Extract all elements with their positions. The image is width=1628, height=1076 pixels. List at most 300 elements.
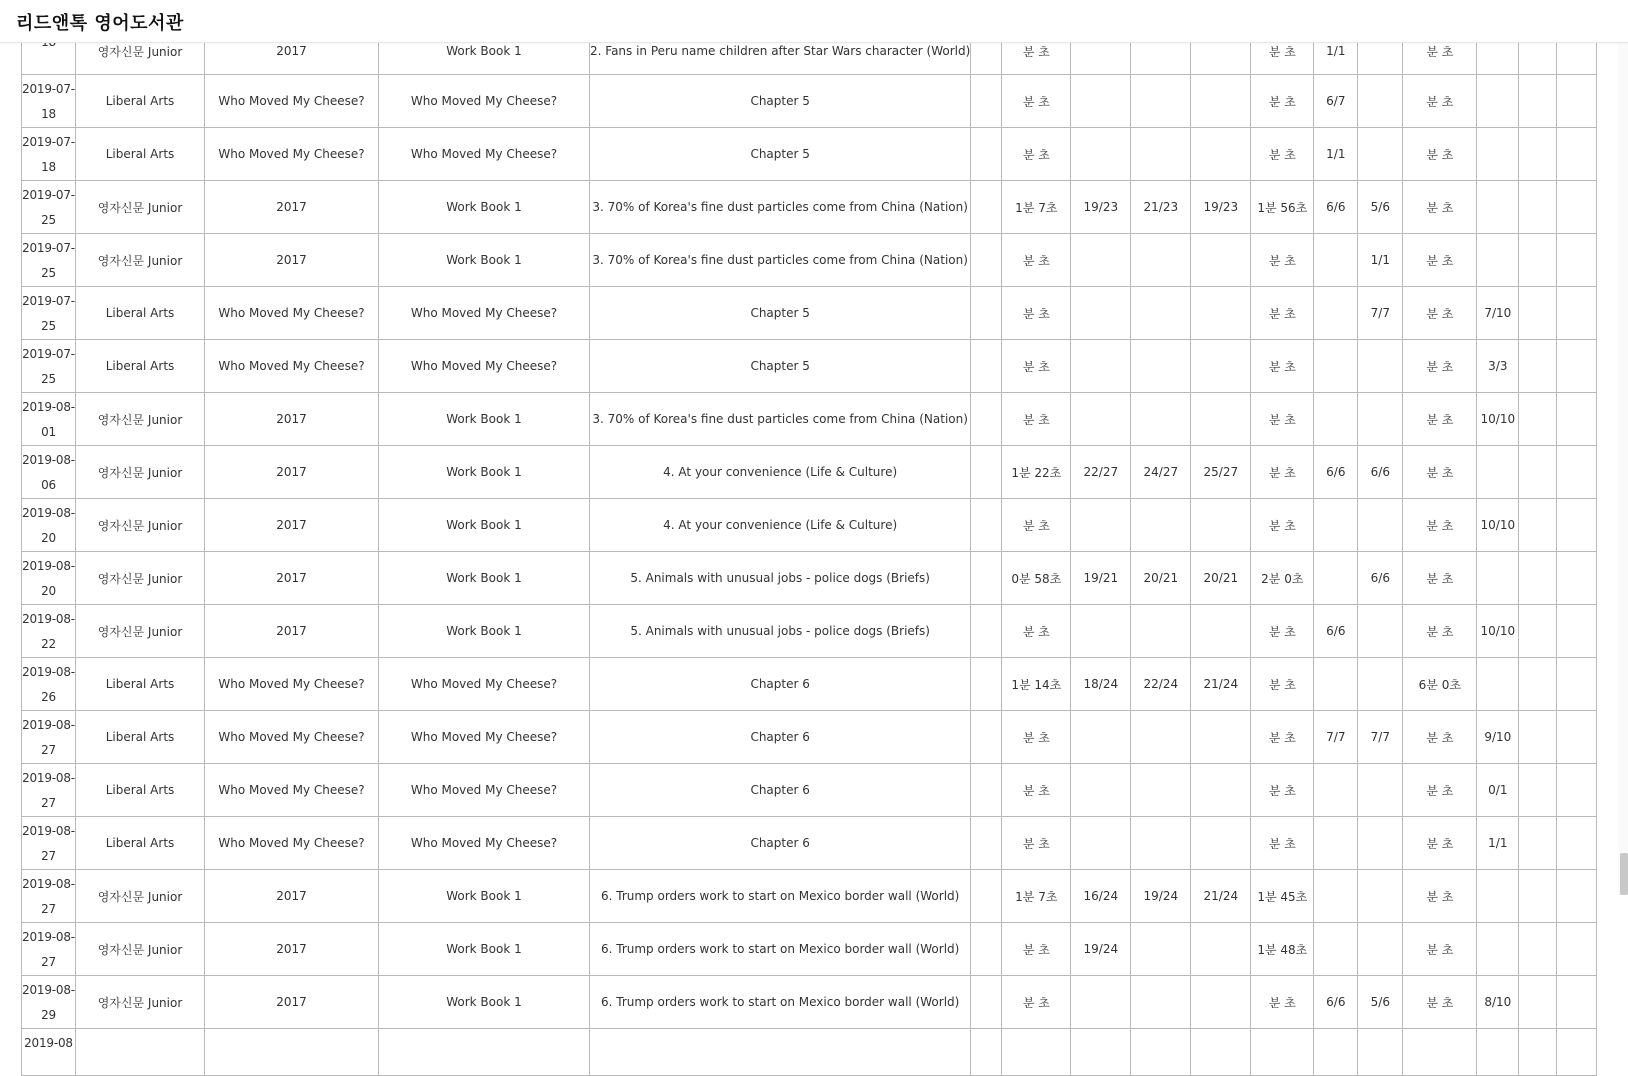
table-row <box>22 658 1597 711</box>
cell-time-2: 분 초 <box>1251 75 1314 128</box>
cell-empty <box>1557 711 1597 764</box>
cell-chapter: 3. 70% of Korea's fine dust particles come from China (Nation) <box>590 234 971 287</box>
cell-final-score: 10/10 <box>1477 499 1519 552</box>
cell-chapter: Chapter 5 <box>590 287 971 340</box>
cell-time-3: 분 초 <box>1403 234 1477 287</box>
cell-empty <box>1557 128 1597 181</box>
cell-reading-time: 분 초 <box>1002 605 1071 658</box>
cell-series: 2017 <box>205 870 379 923</box>
cell-book: Work Book 1 <box>379 870 590 923</box>
cell-quiz-1 <box>1314 923 1358 976</box>
cell-time-2: 1분 48초 <box>1251 923 1314 976</box>
table-row <box>22 711 1597 764</box>
cell-time-3: 분 초 <box>1403 605 1477 658</box>
cell-score-3 <box>1191 605 1251 658</box>
cell-empty <box>971 181 1002 234</box>
table-row <box>22 1029 1597 1076</box>
cell-empty <box>1519 499 1557 552</box>
cell-chapter: 6. Trump orders work to start on Mexico border wall (World) <box>590 870 971 923</box>
cell-score-3 <box>1191 1029 1251 1076</box>
cell-time-2: 2분 0초 <box>1251 552 1314 605</box>
cell-reading-time: 1분 22초 <box>1002 446 1071 499</box>
cell-quiz-1: 6/7 <box>1314 75 1358 128</box>
cell-empty <box>971 75 1002 128</box>
cell-time-3: 분 초 <box>1403 711 1477 764</box>
cell-chapter: 4. At your convenience (Life & Culture) <box>590 499 971 552</box>
cell-series: 2017 <box>205 393 379 446</box>
cell-book: Who Moved My Cheese? <box>379 817 590 870</box>
cell-time-3: 분 초 <box>1403 75 1477 128</box>
cell-time-2: 분 초 <box>1251 393 1314 446</box>
table-row <box>22 605 1597 658</box>
cell-quiz-2 <box>1358 605 1403 658</box>
cell-score-3: 21/24 <box>1191 870 1251 923</box>
cell-date: 2019-08-06 <box>22 446 76 499</box>
cell-series: Who Moved My Cheese? <box>205 711 379 764</box>
cell-quiz-2: 5/6 <box>1358 181 1403 234</box>
cell-quiz-1 <box>1314 499 1358 552</box>
cell-score-2 <box>1131 499 1191 552</box>
cell-series: Who Moved My Cheese? <box>205 817 379 870</box>
cell-empty <box>971 340 1002 393</box>
cell-empty <box>971 605 1002 658</box>
cell-empty <box>1519 75 1557 128</box>
table-row <box>22 923 1597 976</box>
cell-score-1 <box>1071 393 1131 446</box>
cell-time-3: 분 초 <box>1403 870 1477 923</box>
cell-empty <box>1519 552 1557 605</box>
cell-category: Liberal Arts <box>76 658 205 711</box>
cell-date: 2019-08-27 <box>22 870 76 923</box>
cell-quiz-1 <box>1314 1029 1358 1076</box>
cell-score-3 <box>1191 128 1251 181</box>
cell-book: Who Moved My Cheese? <box>379 711 590 764</box>
cell-series: 2017 <box>205 552 379 605</box>
cell-score-3 <box>1191 75 1251 128</box>
cell-chapter: 5. Animals with unusual jobs - police dogs (Briefs) <box>590 605 971 658</box>
cell-series: 2017 <box>205 28 379 75</box>
cell-empty <box>1557 605 1597 658</box>
cell-final-score <box>1477 75 1519 128</box>
cell-time-3: 분 초 <box>1403 923 1477 976</box>
cell-score-3: 25/27 <box>1191 446 1251 499</box>
cell-time-2 <box>1251 1029 1314 1076</box>
vertical-scrollbar[interactable] <box>1618 42 1628 895</box>
cell-quiz-2: 7/7 <box>1358 287 1403 340</box>
cell-date: 2019-08-27 <box>22 764 76 817</box>
reading-records-table <box>21 27 1597 1076</box>
cell-reading-time: 분 초 <box>1002 817 1071 870</box>
cell-final-score <box>1477 181 1519 234</box>
cell-empty <box>971 128 1002 181</box>
cell-empty <box>971 870 1002 923</box>
cell-empty <box>1519 764 1557 817</box>
cell-empty <box>971 711 1002 764</box>
cell-category: Liberal Arts <box>76 287 205 340</box>
cell-empty <box>1557 923 1597 976</box>
cell-final-score <box>1477 923 1519 976</box>
table-row <box>22 234 1597 287</box>
cell-score-2 <box>1131 234 1191 287</box>
cell-score-3 <box>1191 393 1251 446</box>
cell-date: 2019-07-25 <box>22 234 76 287</box>
cell-reading-time: 분 초 <box>1002 923 1071 976</box>
cell-quiz-2 <box>1358 340 1403 393</box>
cell-quiz-2 <box>1358 817 1403 870</box>
cell-time-2: 1분 56초 <box>1251 181 1314 234</box>
cell-reading-time: 1분 7초 <box>1002 181 1071 234</box>
cell-quiz-1 <box>1314 870 1358 923</box>
cell-reading-time: 1분 7초 <box>1002 870 1071 923</box>
cell-series: Who Moved My Cheese? <box>205 75 379 128</box>
cell-score-2 <box>1131 75 1191 128</box>
cell-category: Liberal Arts <box>76 711 205 764</box>
cell-time-2: 분 초 <box>1251 658 1314 711</box>
cell-category: Liberal Arts <box>76 340 205 393</box>
cell-time-3: 분 초 <box>1403 764 1477 817</box>
cell-empty <box>1519 446 1557 499</box>
cell-chapter: 6. Trump orders work to start on Mexico border wall (World) <box>590 923 971 976</box>
cell-quiz-1: 1/1 <box>1314 128 1358 181</box>
cell-book: Who Moved My Cheese? <box>379 658 590 711</box>
cell-category: 영자신문 Junior <box>76 446 205 499</box>
cell-quiz-2: 5/6 <box>1358 976 1403 1029</box>
cell-category: 영자신문 Junior <box>76 181 205 234</box>
cell-final-score <box>1477 658 1519 711</box>
cell-score-2: 21/23 <box>1131 181 1191 234</box>
cell-chapter: 3. 70% of Korea's fine dust particles come from China (Nation) <box>590 393 971 446</box>
cell-empty <box>1557 340 1597 393</box>
cell-final-score: 8/10 <box>1477 976 1519 1029</box>
cell-date: 2019-07-25 <box>22 181 76 234</box>
cell-quiz-2 <box>1358 923 1403 976</box>
cell-score-2 <box>1131 128 1191 181</box>
cell-book: Work Book 1 <box>379 446 590 499</box>
cell-time-2: 분 초 <box>1251 499 1314 552</box>
cell-chapter: 5. Animals with unusual jobs - police dogs (Briefs) <box>590 552 971 605</box>
cell-quiz-2 <box>1358 658 1403 711</box>
cell-series: 2017 <box>205 234 379 287</box>
cell-book: Who Moved My Cheese? <box>379 340 590 393</box>
cell-score-1: 16/24 <box>1071 870 1131 923</box>
cell-score-3: 19/23 <box>1191 181 1251 234</box>
cell-date: 2019-07-25 <box>22 287 76 340</box>
cell-score-1 <box>1071 234 1131 287</box>
cell-reading-time <box>1002 1029 1071 1076</box>
cell-date: 2019-08-20 <box>22 552 76 605</box>
table-row <box>22 181 1597 234</box>
cell-score-2 <box>1131 817 1191 870</box>
cell-empty <box>1519 234 1557 287</box>
cell-score-3: 21/24 <box>1191 658 1251 711</box>
cell-final-score <box>1477 234 1519 287</box>
cell-score-1 <box>1071 605 1131 658</box>
cell-quiz-2 <box>1358 393 1403 446</box>
cell-score-3 <box>1191 499 1251 552</box>
cell-score-2 <box>1131 605 1191 658</box>
cell-final-score <box>1477 128 1519 181</box>
table-row <box>22 393 1597 446</box>
cell-category: 영자신문 Junior <box>76 393 205 446</box>
cell-score-2 <box>1131 340 1191 393</box>
cell-time-2: 1분 45초 <box>1251 870 1314 923</box>
cell-score-3 <box>1191 764 1251 817</box>
cell-quiz-1: 7/7 <box>1314 711 1358 764</box>
cell-score-2: 20/21 <box>1131 552 1191 605</box>
cell-time-2: 분 초 <box>1251 128 1314 181</box>
cell-empty <box>971 499 1002 552</box>
cell-time-3: 분 초 <box>1403 976 1477 1029</box>
cell-category: 영자신문 Junior <box>76 28 205 75</box>
cell-book: Work Book 1 <box>379 499 590 552</box>
cell-score-2 <box>1131 976 1191 1029</box>
cell-category: 영자신문 Junior <box>76 976 205 1029</box>
cell-series: Who Moved My Cheese? <box>205 764 379 817</box>
cell-empty <box>1519 128 1557 181</box>
cell-time-2: 분 초 <box>1251 234 1314 287</box>
cell-category: 영자신문 Junior <box>76 870 205 923</box>
cell-empty <box>971 446 1002 499</box>
cell-time-2: 분 초 <box>1251 287 1314 340</box>
cell-date: 2019-08-01 <box>22 393 76 446</box>
cell-date: 2019-08-27 <box>22 817 76 870</box>
cell-time-2: 분 초 <box>1251 446 1314 499</box>
cell-date: 2019-07-18 <box>22 75 76 128</box>
cell-score-2: 19/24 <box>1131 870 1191 923</box>
cell-score-1 <box>1071 499 1131 552</box>
cell-reading-time: 분 초 <box>1002 234 1071 287</box>
cell-book: Work Book 1 <box>379 393 590 446</box>
cell-reading-time: 분 초 <box>1002 340 1071 393</box>
app-title: 리드앤톡 영어도서관 <box>16 13 184 34</box>
cell-quiz-2: 6/6 <box>1358 446 1403 499</box>
cell-series: 2017 <box>205 605 379 658</box>
cell-date: 2019-08-26 <box>22 658 76 711</box>
cell-date: 2019-07-25 <box>22 340 76 393</box>
cell-book: Work Book 1 <box>379 552 590 605</box>
cell-quiz-1 <box>1314 764 1358 817</box>
cell-reading-time: 분 초 <box>1002 287 1071 340</box>
table-row <box>22 128 1597 181</box>
cell-final-score: 10/10 <box>1477 605 1519 658</box>
cell-empty <box>1519 976 1557 1029</box>
cell-empty <box>1519 658 1557 711</box>
cell-book: Who Moved My Cheese? <box>379 287 590 340</box>
cell-book <box>379 1029 590 1076</box>
cell-reading-time: 분 초 <box>1002 28 1071 75</box>
cell-category: Liberal Arts <box>76 817 205 870</box>
cell-date: 2019-08-27 <box>22 923 76 976</box>
cell-score-3 <box>1191 923 1251 976</box>
cell-quiz-2 <box>1358 499 1403 552</box>
cell-chapter: Chapter 5 <box>590 75 971 128</box>
cell-date: 2019-08-27 <box>22 711 76 764</box>
records-table-body <box>22 28 1597 1076</box>
cell-quiz-1 <box>1314 234 1358 287</box>
cell-category: Liberal Arts <box>76 75 205 128</box>
cell-book: Work Book 1 <box>379 605 590 658</box>
cell-time-2: 분 초 <box>1251 605 1314 658</box>
table-row <box>22 287 1597 340</box>
cell-empty <box>1519 287 1557 340</box>
cell-quiz-1 <box>1314 552 1358 605</box>
scrollbar-thumb[interactable] <box>1620 853 1628 895</box>
table-row <box>22 499 1597 552</box>
cell-final-score <box>1477 446 1519 499</box>
cell-time-2: 분 초 <box>1251 817 1314 870</box>
cell-empty <box>1519 393 1557 446</box>
cell-reading-time: 분 초 <box>1002 764 1071 817</box>
cell-empty <box>971 923 1002 976</box>
cell-series: Who Moved My Cheese? <box>205 287 379 340</box>
cell-quiz-1 <box>1314 658 1358 711</box>
cell-final-score: 3/3 <box>1477 340 1519 393</box>
cell-empty <box>1557 870 1597 923</box>
cell-date: 2019-08-22 <box>22 605 76 658</box>
cell-chapter: Chapter 6 <box>590 711 971 764</box>
cell-book: Work Book 1 <box>379 976 590 1029</box>
cell-quiz-1: 6/6 <box>1314 976 1358 1029</box>
cell-score-1: 19/23 <box>1071 181 1131 234</box>
cell-date: 2019-08-20 <box>22 499 76 552</box>
cell-category: 영자신문 Junior <box>76 234 205 287</box>
cell-time-3: 6분 0초 <box>1403 658 1477 711</box>
cell-score-1: 19/24 <box>1071 923 1131 976</box>
cell-date: 2019-08-29 <box>22 976 76 1029</box>
cell-chapter: 2. Fans in Peru name children after Star Wars character (World) <box>590 28 971 75</box>
cell-final-score <box>1477 552 1519 605</box>
cell-time-3: 분 초 <box>1403 181 1477 234</box>
cell-series: 2017 <box>205 181 379 234</box>
cell-score-3 <box>1191 234 1251 287</box>
cell-date: 2019-08 <box>22 1029 76 1076</box>
cell-empty <box>971 234 1002 287</box>
cell-category: 영자신문 Junior <box>76 552 205 605</box>
cell-score-1: 18/24 <box>1071 658 1131 711</box>
cell-chapter: Chapter 6 <box>590 658 971 711</box>
cell-empty <box>1557 499 1597 552</box>
cell-time-3: 분 초 <box>1403 499 1477 552</box>
cell-score-2: 24/27 <box>1131 446 1191 499</box>
cell-final-score: 9/10 <box>1477 711 1519 764</box>
table-row <box>22 446 1597 499</box>
cell-quiz-1: 6/6 <box>1314 181 1358 234</box>
cell-score-1 <box>1071 340 1131 393</box>
cell-empty <box>971 552 1002 605</box>
cell-score-2 <box>1131 393 1191 446</box>
cell-empty <box>1519 870 1557 923</box>
cell-time-3: 분 초 <box>1403 552 1477 605</box>
cell-reading-time: 분 초 <box>1002 499 1071 552</box>
cell-chapter: 4. At your convenience (Life & Culture) <box>590 446 971 499</box>
cell-score-2 <box>1131 287 1191 340</box>
table-row <box>22 552 1597 605</box>
cell-empty <box>1557 552 1597 605</box>
cell-series: Who Moved My Cheese? <box>205 340 379 393</box>
cell-score-1: 19/21 <box>1071 552 1131 605</box>
cell-score-1: 22/27 <box>1071 446 1131 499</box>
cell-book: Work Book 1 <box>379 923 590 976</box>
table-row <box>22 976 1597 1029</box>
cell-quiz-1: 6/6 <box>1314 605 1358 658</box>
cell-quiz-2 <box>1358 1029 1403 1076</box>
table-row <box>22 340 1597 393</box>
cell-score-2 <box>1131 711 1191 764</box>
cell-time-3: 분 초 <box>1403 817 1477 870</box>
cell-chapter: Chapter 5 <box>590 128 971 181</box>
cell-empty <box>971 976 1002 1029</box>
cell-empty <box>1519 1029 1557 1076</box>
cell-empty <box>971 393 1002 446</box>
cell-time-2: 분 초 <box>1251 711 1314 764</box>
cell-series <box>205 1029 379 1076</box>
cell-category <box>76 1029 205 1076</box>
cell-final-score: 10/10 <box>1477 393 1519 446</box>
cell-final-score: 7/10 <box>1477 287 1519 340</box>
cell-reading-time: 1분 14초 <box>1002 658 1071 711</box>
cell-empty <box>1519 817 1557 870</box>
app-header <box>0 0 1628 43</box>
cell-quiz-1 <box>1314 817 1358 870</box>
cell-category: Liberal Arts <box>76 128 205 181</box>
cell-series: Who Moved My Cheese? <box>205 128 379 181</box>
cell-score-2 <box>1131 923 1191 976</box>
cell-chapter: 6. Trump orders work to start on Mexico border wall (World) <box>590 976 971 1029</box>
cell-score-1 <box>1071 128 1131 181</box>
cell-chapter: 3. 70% of Korea's fine dust particles come from China (Nation) <box>590 181 971 234</box>
cell-book: Work Book 1 <box>379 181 590 234</box>
cell-score-3 <box>1191 340 1251 393</box>
cell-score-2: 22/24 <box>1131 658 1191 711</box>
cell-book: Who Moved My Cheese? <box>379 128 590 181</box>
cell-quiz-2 <box>1358 75 1403 128</box>
cell-chapter <box>590 1029 971 1076</box>
cell-category: 영자신문 Junior <box>76 605 205 658</box>
cell-time-3 <box>1403 1029 1477 1076</box>
cell-series: 2017 <box>205 923 379 976</box>
cell-quiz-2 <box>1358 128 1403 181</box>
cell-empty <box>1519 711 1557 764</box>
cell-quiz-1: 1/1 <box>1314 28 1358 75</box>
cell-final-score: 1/1 <box>1477 817 1519 870</box>
cell-empty <box>971 764 1002 817</box>
cell-series: 2017 <box>205 499 379 552</box>
cell-category: 영자신문 Junior <box>76 923 205 976</box>
cell-empty <box>1557 764 1597 817</box>
cell-empty <box>1557 1029 1597 1076</box>
cell-quiz-2 <box>1358 764 1403 817</box>
cell-time-3: 분 초 <box>1403 340 1477 393</box>
cell-final-score <box>1477 870 1519 923</box>
cell-reading-time: 분 초 <box>1002 128 1071 181</box>
cell-time-2: 분 초 <box>1251 976 1314 1029</box>
cell-empty <box>1557 446 1597 499</box>
cell-reading-time: 분 초 <box>1002 393 1071 446</box>
cell-reading-time: 0분 58초 <box>1002 552 1071 605</box>
cell-score-3 <box>1191 287 1251 340</box>
table-row <box>22 75 1597 128</box>
cell-book: Who Moved My Cheese? <box>379 75 590 128</box>
cell-time-3: 분 초 <box>1403 287 1477 340</box>
cell-score-1 <box>1071 1029 1131 1076</box>
cell-quiz-1 <box>1314 287 1358 340</box>
cell-score-1 <box>1071 764 1131 817</box>
cell-quiz-2: 6/6 <box>1358 552 1403 605</box>
cell-score-1 <box>1071 817 1131 870</box>
cell-book: Work Book 1 <box>379 234 590 287</box>
cell-series: Who Moved My Cheese? <box>205 658 379 711</box>
cell-series: 2017 <box>205 976 379 1029</box>
